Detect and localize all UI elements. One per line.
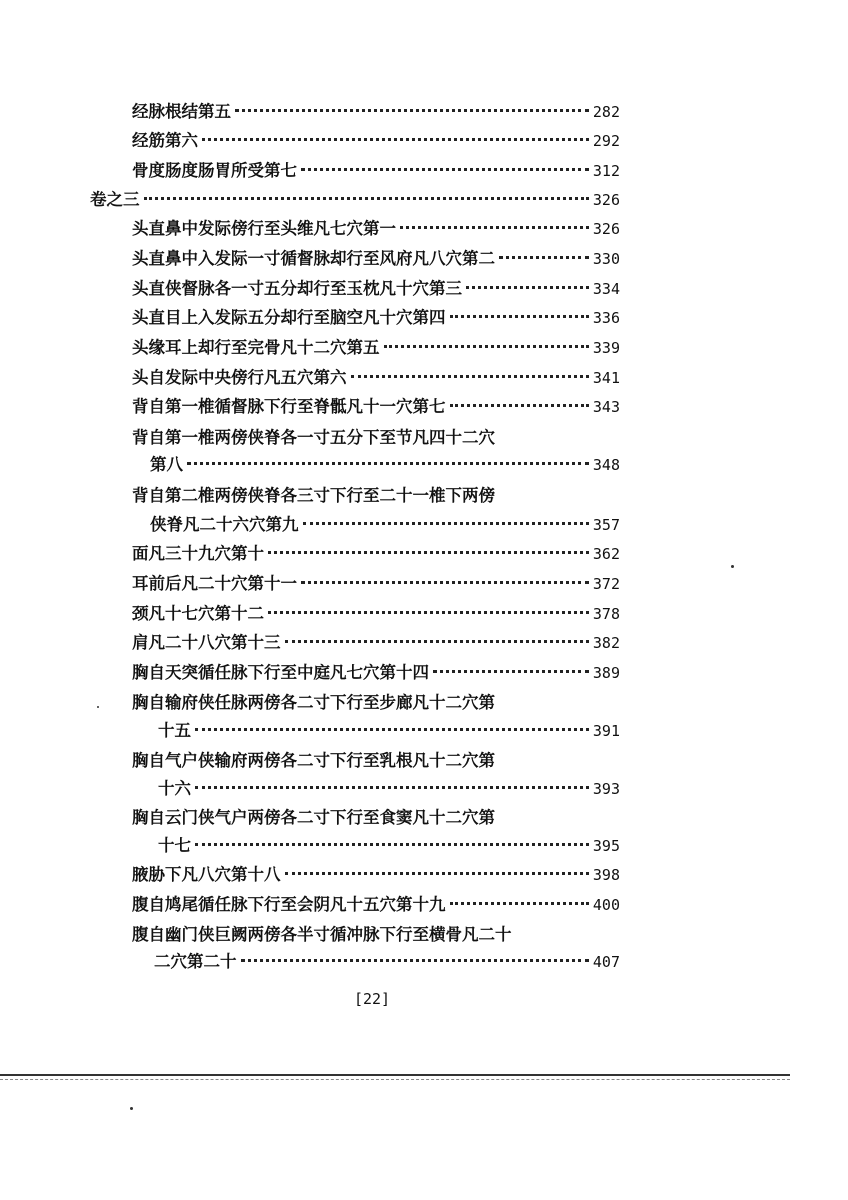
toc-entry-label: 肩凡二十八穴第十三 [132,633,281,652]
toc-page-number: 393 [592,780,620,798]
dot-leader [303,522,589,525]
toc-entry-label: 十七 [158,836,191,855]
toc-entry-label: 头自发际中央傍行凡五穴第六 [132,368,347,387]
dot-leader [450,404,589,407]
toc-entry-label: 胸自云门侠气户两傍各二寸下行至食窦凡十二穴第 [132,808,495,827]
toc-page-number: 339 [592,339,620,357]
dot-leader [351,375,589,378]
toc-page-number: 372 [592,575,620,593]
toc-page-number: 330 [592,250,620,268]
toc-entry-label: 第八 [150,455,183,474]
toc-entry [132,216,620,242]
toc-page-number: 334 [592,280,620,298]
toc-entry-label: 侠脊凡二十六穴第九 [150,515,299,534]
toc-entry-label: 十六 [158,779,191,798]
toc-entry-label: 头缘耳上却行至完骨凡十二穴第五 [132,338,380,357]
toc-entry [154,949,620,975]
dot-leader [202,138,589,141]
toc-entry-label: 头直侠督脉各一寸五分却行至玉枕凡十穴第三 [132,279,462,298]
toc-entry-line1 [132,922,620,948]
toc-page-number: 378 [592,605,620,623]
dot-leader [144,197,589,200]
dot-leader [450,315,589,318]
toc-entry [132,158,620,184]
toc-page-number: 343 [592,398,620,416]
dot-leader [400,226,589,229]
toc-entry-label: 背自第一椎两傍侠脊各一寸五分下至节凡四十二穴 [132,428,495,447]
toc-entry-label: 胸自输府侠任脉两傍各二寸下行至步廊凡十二穴第 [132,693,495,712]
toc-entry-label: 头直鼻中发际傍行至头维凡七穴第一 [132,219,396,238]
toc-entry [158,776,620,802]
toc-entry-label: 头直目上入发际五分却行至脑空凡十穴第四 [132,308,446,327]
toc-volume-heading [90,187,620,213]
toc-page-number: 292 [592,132,620,150]
scan-edge-line [0,1074,790,1076]
toc-entry-label: 胸自气户侠输府两傍各二寸下行至乳根凡十二穴第 [132,751,495,770]
dot-leader [195,728,589,731]
toc-entry [132,601,620,627]
toc-entry-label: 经脉根结第五 [132,102,231,121]
toc-entry [132,394,620,420]
dot-leader [466,286,589,289]
toc-entry-line1 [132,425,620,451]
toc-entry-label: 腹自鸠尾循任脉下行至会阴凡十五穴第十九 [132,895,446,914]
toc-page-number: 357 [592,516,620,534]
toc-entry [158,718,620,744]
toc-entry [132,128,620,154]
toc-page-number: 348 [592,456,620,474]
toc-page-number: 391 [592,722,620,740]
dot-leader [450,902,589,905]
toc-page-number: 395 [592,837,620,855]
toc-page-number: 362 [592,545,620,563]
toc-entry-label: 背自第二椎两傍侠脊各三寸下行至二十一椎下两傍 [132,486,495,505]
toc-entry-label: 腋胁下凡八穴第十八 [132,865,281,884]
scan-edge-line [0,1079,790,1080]
dot-leader [195,843,589,846]
toc-page-number: 382 [592,634,620,652]
toc-page-number: 326 [592,191,620,209]
scan-speck [97,706,99,708]
toc-entry [132,276,620,302]
toc-entry-label: 胸自天突循任脉下行至中庭凡七穴第十四 [132,663,429,682]
dot-leader [241,959,589,962]
toc-entry [150,452,620,478]
toc-entry-label: 背自第一椎循督脉下行至脊骶凡十一穴第七 [132,397,446,416]
toc-entry-label: 经筋第六 [132,131,198,150]
toc-page-number: 341 [592,369,620,387]
toc-entry-label: 耳前后凡二十穴第十一 [132,574,297,593]
toc-entry [132,660,620,686]
scan-speck [731,565,734,568]
toc-entry-label: 二穴第二十 [154,952,237,971]
toc-entry [132,541,620,567]
dot-leader [187,462,589,465]
toc-entry-line1 [132,805,620,831]
toc-entry-label: 腹自幽门侠巨阙两傍各半寸循冲脉下行至横骨凡二十 [132,925,512,944]
toc-entry [158,833,620,859]
dot-leader [499,256,589,259]
dot-leader [301,168,589,171]
dot-leader [235,109,589,112]
toc-entry [132,335,620,361]
toc-entry [132,571,620,597]
toc-entry [132,246,620,272]
toc-entry-label: 面凡三十九穴第十 [132,544,264,563]
dot-leader [268,611,589,614]
dot-leader [384,345,589,348]
toc-entry [150,512,620,538]
dot-leader [433,670,589,673]
dot-leader [195,786,589,789]
toc-page-number: 398 [592,866,620,884]
toc-page-number: 400 [592,896,620,914]
toc-entry [132,365,620,391]
toc-entry [132,892,620,918]
toc-entry [132,862,620,888]
toc-entry-line1 [132,483,620,509]
toc-entry-label: 十五 [158,721,191,740]
toc-page-number: 282 [592,103,620,121]
toc-entry-line1 [132,748,620,774]
toc-entry-label: 骨度肠度肠胃所受第七 [132,161,297,180]
toc-page-number: 407 [592,953,620,971]
toc-page-number: 312 [592,162,620,180]
toc-entry-line1 [132,690,620,716]
toc-entry-label: 头直鼻中入发际一寸循督脉却行至风府凡八穴第二 [132,249,495,268]
dot-leader [268,551,589,554]
dot-leader [285,640,589,643]
toc-page-number: 336 [592,309,620,327]
scan-speck [130,1107,133,1110]
toc-page-number: 326 [592,220,620,238]
toc-entry [132,305,620,331]
toc-page-number: 389 [592,664,620,682]
toc-entry [132,630,620,656]
toc-entry [132,99,620,125]
toc-entry-label: 卷之三 [90,190,140,209]
toc-entry-label: 颈凡十七穴第十二 [132,604,264,623]
dot-leader [285,872,589,875]
page-number-footer: [22] [353,990,391,1008]
dot-leader [301,581,589,584]
